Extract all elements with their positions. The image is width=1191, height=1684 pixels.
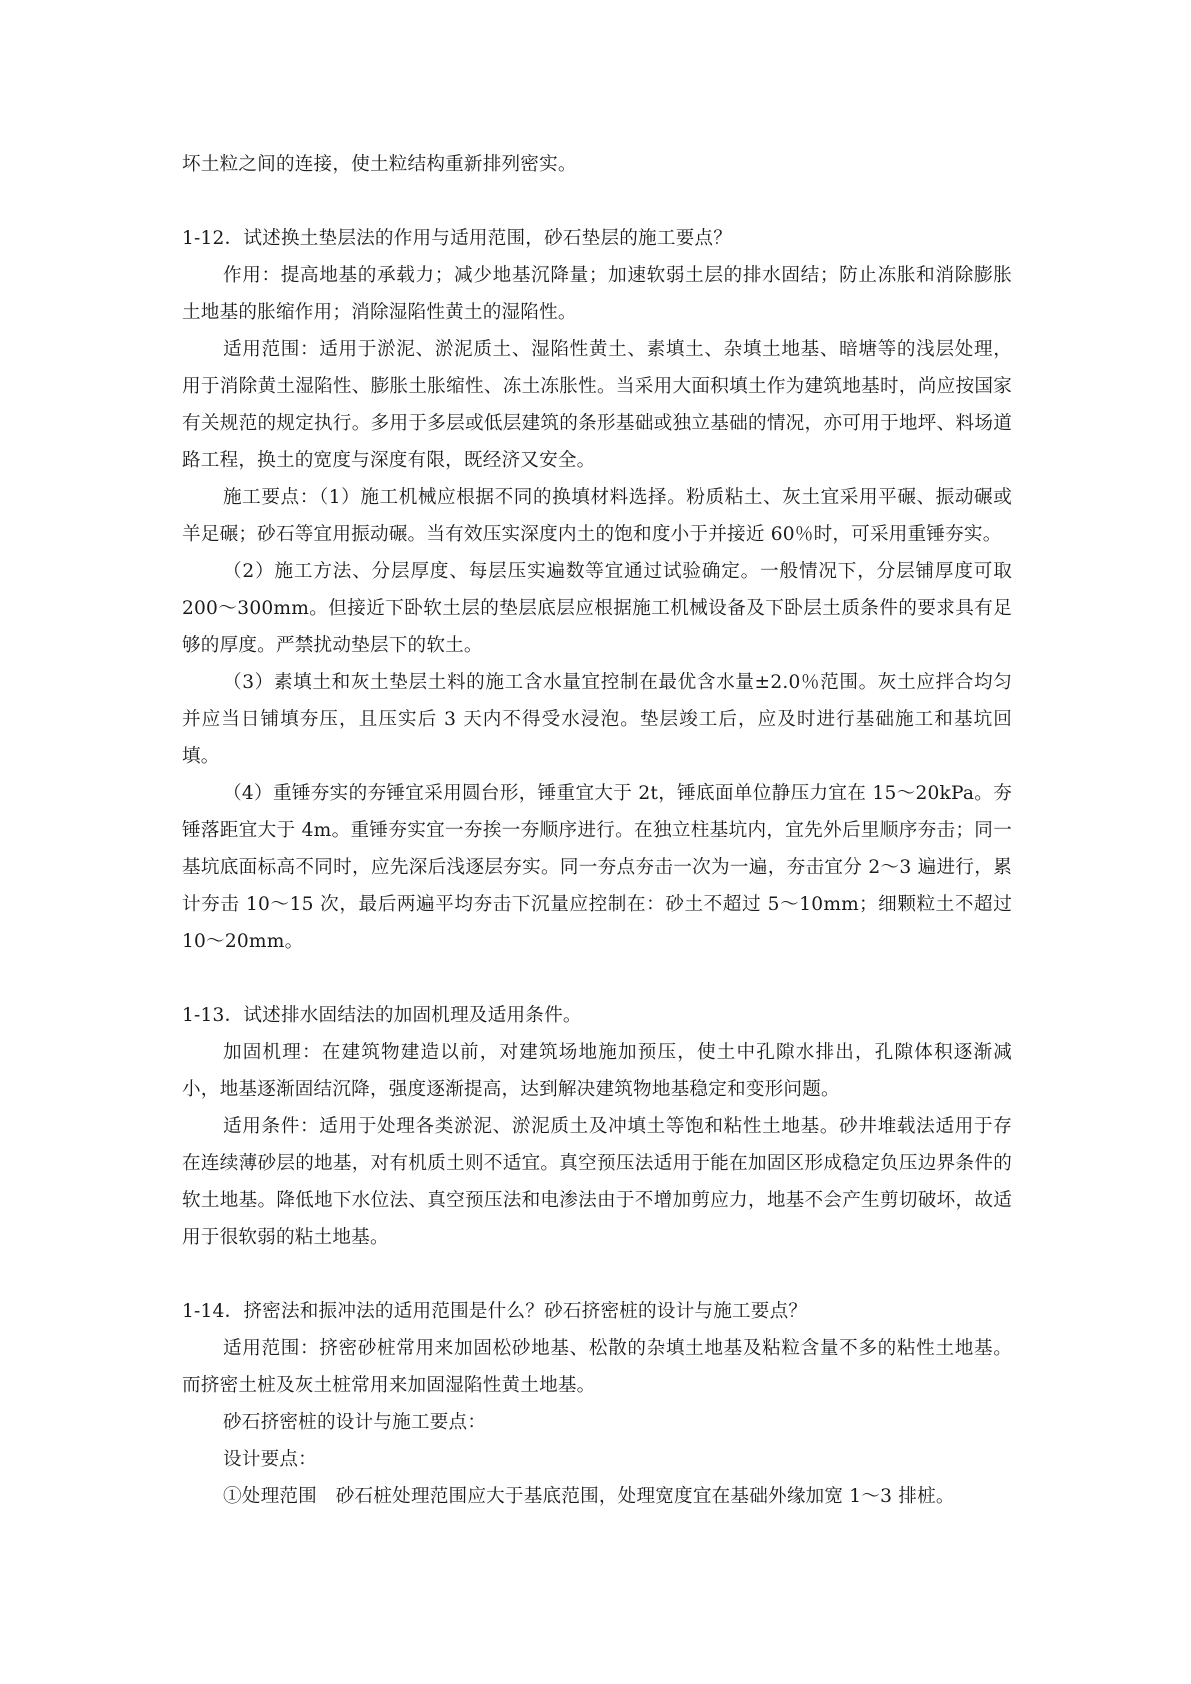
section-1-12	[182, 220, 1012, 960]
section-gap	[182, 183, 1012, 220]
paragraph-item-1: ①处理范围 砂石桩处理范围应大于基底范围，处理宽度宜在基础外缘加宽 1～3 排桩。	[223, 1486, 955, 1507]
document-body	[182, 146, 1012, 1515]
section-gap	[182, 960, 1012, 997]
section-1-13	[182, 997, 1012, 1256]
section-title: 1-14．挤密法和振冲法的适用范围是什么？砂石挤密桩的设计与施工要点？	[182, 1301, 808, 1322]
paragraph-subheading: 设计要点：	[223, 1449, 317, 1470]
paragraph-construction-2: （2）施工方法、分层厚度、每层压实遍数等宜通过试验确定。一般情况下，分层铺厚度可取 200～300mm。但接近下卧软土层的垫层底层应根据施工机械设备及下卧层土质条件的要求具有足够的厚度。严禁扰动垫层下的软土。	[182, 561, 1012, 656]
paragraph-conditions: 适用条件：适用于处理各类淤泥、淤泥质土及冲填土等饱和粘性土地基。砂井堆载法适用于存在连续薄砂层的地基，对有机质土则不适宜。真空预压法适用于能在加固区形成稳定负压边界条件的软土地基。降低地下水位法、真空预压法和电渗法由于不增加剪应力，地基不会产生剪切破坏，故适用于很软弱的粘土地基。	[182, 1116, 1012, 1248]
section-title: 1-13．试述排水固结法的加固机理及适用条件。	[182, 1005, 582, 1026]
section-gap	[182, 1256, 1012, 1293]
paragraph-construction-4: （4）重锤夯实的夯锤宜采用圆台形，锤重宜大于 2t，锤底面单位静压力宜在 15～20kPa。夯锤落距宜大于 4m。重锤夯实宜一夯挨一夯顺序进行。在独立柱基坑内，宜先外后里顺序夯击；同一基坑底面标高不同时，应先深后浅逐层夯实。同一夯点夯击一次为一遍，夯击宜分 2～3 遍进行，累计夯击 10～15 次，最后两遍平均夯击下沉量应控制在：砂土不超过 5～10mm；细颗粒土不超过 10～20mm。	[182, 783, 1012, 952]
paragraph-scope: 适用范围：适用于淤泥、淤泥质土、湿陷性黄土、素填土、杂填土地基、暗塘等的浅层处理，用于消除黄土湿陷性、膨胀土胀缩性、冻土冻胀性。当采用大面积填土作为建筑地基时，尚应按国家有关规范的规定执行。多用于多层或低层建筑的条形基础或独立基础的情况，亦可用于地坪、料场道路工程，换土的宽度与深度有限，既经济又安全。	[182, 339, 1012, 471]
lead-paragraph: 坏土粒之间的连接，使土粒结构重新排列密实。	[182, 154, 577, 175]
paragraph-scope: 适用范围：挤密砂桩常用来加固松砂地基、松散的杂填土地基及粘粒含量不多的粘性土地基。而挤密土桩及灰土桩常用来加固湿陷性黄土地基。	[182, 1338, 1012, 1396]
section-1-14	[182, 1293, 1012, 1515]
paragraph-construction-3: （3）素填土和灰土垫层土料的施工含水量宜控制在最优含水量±2.0％范围。灰土应拌合均匀并应当日铺填夯压，且压实后 3 天内不得受水浸泡。垫层竣工后，应及时进行基础施工和基坑回填。	[182, 672, 1012, 767]
paragraph-construction-1: 施工要点：（1）施工机械应根据不同的换填材料选择。粉质粘土、灰土宜采用平碾、振动碾或羊足碾；砂石等宜用振动碾。当有效压实深度内土的饱和度小于并接近 60％时，可采用重锤夯实。	[182, 487, 1012, 545]
paragraph-mechanism: 加固机理：在建筑物建造以前，对建筑场地施加预压，使土中孔隙水排出，孔隙体积逐渐减小，地基逐渐固结沉降，强度逐渐提高，达到解决建筑物地基稳定和变形问题。	[182, 1042, 1012, 1100]
paragraph-subheading: 砂石挤密桩的设计与施工要点：	[223, 1412, 487, 1433]
section-title: 1-12．试述换土垫层法的作用与适用范围，砂石垫层的施工要点？	[182, 228, 733, 249]
paragraph-purpose: 作用：提高地基的承载力；减少地基沉降量；加速软弱土层的排水固结；防止冻胀和消除膨胀土地基的胀缩作用；消除湿陷性黄土的湿陷性。	[182, 265, 1012, 323]
